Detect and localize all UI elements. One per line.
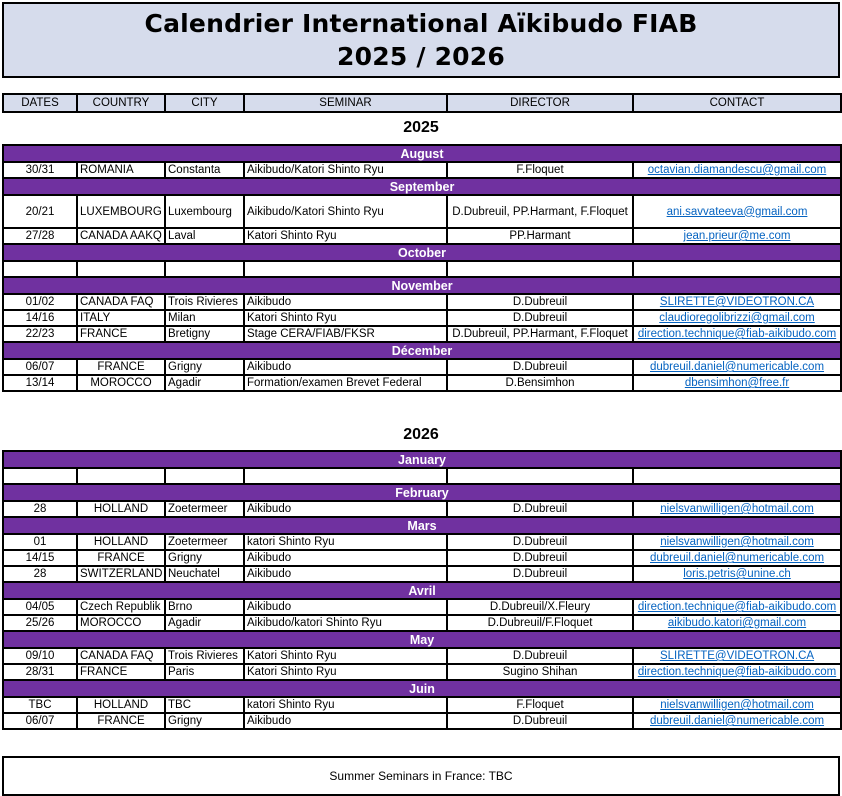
- contact-cell: [633, 326, 841, 342]
- director-cell: D.Dubreuil: [447, 550, 633, 566]
- dates-cell: 28: [3, 501, 77, 517]
- director-cell: D.Dubreuil: [447, 310, 633, 326]
- seminar-cell: Katori Shinto Ryu: [244, 228, 447, 244]
- table-row: [3, 550, 841, 566]
- city-cell: Agadir: [165, 375, 244, 391]
- seminar-cell: Formation/examen Brevet Federal: [244, 375, 447, 391]
- column-header-contact: CONTACT: [633, 94, 841, 112]
- director-cell: D.Dubreuil: [447, 359, 633, 375]
- city-cell: Brno: [165, 599, 244, 615]
- table-row: [3, 468, 841, 484]
- column-header-country: COUNTRY: [77, 94, 165, 112]
- month-label: November: [3, 277, 841, 294]
- table-row: [3, 326, 841, 342]
- country-cell: ROMANIA: [77, 162, 165, 178]
- seminar-cell: katori Shinto Ryu: [244, 534, 447, 550]
- country-cell: CANADA FAQ: [77, 294, 165, 310]
- table-row: [3, 359, 841, 375]
- table-row: [3, 261, 841, 277]
- country-cell: MOROCCO: [77, 615, 165, 631]
- dates-cell: 28: [3, 566, 77, 582]
- seminar-cell: Aikibudo: [244, 294, 447, 310]
- director-cell: D.Dubreuil, PP.Harmant, F.Floquet: [447, 195, 633, 228]
- page-subtitle: 2025 / 2026: [337, 42, 505, 71]
- table-row: [3, 534, 841, 550]
- seminar-cell: katori Shinto Ryu: [244, 697, 447, 713]
- director-cell: D.Dubreuil: [447, 534, 633, 550]
- dates-cell: TBC: [3, 697, 77, 713]
- country-cell: LUXEMBOURG: [77, 195, 165, 228]
- month-label: Décember: [3, 342, 841, 359]
- country-cell: [77, 261, 165, 277]
- column-header-table: [2, 93, 842, 113]
- contact-cell: [633, 162, 841, 178]
- dates-cell: 28/31: [3, 664, 77, 680]
- month-header-row: [3, 631, 841, 648]
- seminar-cell: Aikibudo: [244, 550, 447, 566]
- table-row: [3, 310, 841, 326]
- contact-email-link[interactable]: dubreuil.daniel@numericable.com: [650, 552, 825, 564]
- contact-email-link[interactable]: ani.savvateeva@gmail.com: [666, 205, 808, 218]
- month-header-row: [3, 582, 841, 599]
- country-cell: FRANCE: [77, 359, 165, 375]
- month-label: May: [3, 631, 841, 648]
- director-cell: D.Dubreuil: [447, 713, 633, 729]
- month-label: January: [3, 451, 841, 468]
- column-header-row: [3, 94, 841, 112]
- dates-cell: 20/21: [3, 195, 77, 228]
- contact-email-link[interactable]: dbensimhon@free.fr: [684, 377, 790, 389]
- contact-cell: [633, 359, 841, 375]
- table-row: [3, 294, 841, 310]
- seminar-cell: Aikibudo: [244, 501, 447, 517]
- contact-email-link[interactable]: loris.petris@unine.ch: [683, 568, 791, 580]
- city-cell: Laval: [165, 228, 244, 244]
- column-header-director: DIRECTOR: [447, 94, 633, 112]
- contact-email-link[interactable]: SLIRETTE@VIDEOTRON.CA: [659, 296, 815, 308]
- city-cell: Grigny: [165, 550, 244, 566]
- dates-cell: 30/31: [3, 162, 77, 178]
- contact-email-link[interactable]: octavian.diamandescu@gmail.com: [647, 164, 827, 176]
- country-cell: SWITZERLAND: [77, 566, 165, 582]
- city-cell: Neuchatel: [165, 566, 244, 582]
- city-cell: Zoetermeer: [165, 534, 244, 550]
- contact-cell: [633, 375, 841, 391]
- country-cell: HOLLAND: [77, 534, 165, 550]
- dates-cell: 27/28: [3, 228, 77, 244]
- contact-cell: [633, 599, 841, 615]
- city-cell: Trois Rivieres: [165, 648, 244, 664]
- seminar-cell: Katori Shinto Ryu: [244, 310, 447, 326]
- contact-cell: [633, 566, 841, 582]
- month-label: February: [3, 484, 841, 501]
- city-cell: TBC: [165, 697, 244, 713]
- director-cell: [447, 468, 633, 484]
- month-label: August: [3, 145, 841, 162]
- country-cell: Czech Republik: [77, 599, 165, 615]
- city-cell: Bretigny: [165, 326, 244, 342]
- schedule-table-2025: [2, 144, 842, 392]
- month-header-row: [3, 178, 841, 195]
- country-cell: ITALY: [77, 310, 165, 326]
- month-label: Mars: [3, 517, 841, 534]
- director-cell: F.Floquet: [447, 162, 633, 178]
- contact-cell: [633, 294, 841, 310]
- seminar-cell: Aikibudo: [244, 359, 447, 375]
- city-cell: Constanta: [165, 162, 244, 178]
- table-row: [3, 713, 841, 729]
- dates-cell: 04/05: [3, 599, 77, 615]
- dates-cell: 01/02: [3, 294, 77, 310]
- dates-cell: [3, 468, 77, 484]
- seminar-cell: [244, 468, 447, 484]
- city-cell: Luxembourg: [165, 195, 244, 228]
- column-header-seminar: SEMINAR: [244, 94, 447, 112]
- seminar-cell: Aikibudo/Katori Shinto Ryu: [244, 162, 447, 178]
- table-row: [3, 648, 841, 664]
- director-cell: D.Dubreuil: [447, 648, 633, 664]
- year-heading-2026: 2026: [403, 426, 439, 443]
- month-label: Avril: [3, 582, 841, 599]
- seminar-cell: Aikibudo: [244, 713, 447, 729]
- contact-email-link[interactable]: direction.technique@fiab-aikibudo.com: [637, 666, 837, 678]
- month-header-row: [3, 244, 841, 261]
- contact-email-link[interactable]: direction.technique@fiab-aikibudo.com: [637, 328, 837, 340]
- month-header-row: [3, 277, 841, 294]
- page-title: Calendrier International Aïkibudo FIAB: [144, 9, 698, 38]
- table-row: [3, 162, 841, 178]
- contact-cell: [633, 310, 841, 326]
- country-cell: CANADA AAKQ: [77, 228, 165, 244]
- table-row: [3, 599, 841, 615]
- country-cell: [77, 468, 165, 484]
- seminar-cell: Katori Shinto Ryu: [244, 648, 447, 664]
- contact-cell: [633, 713, 841, 729]
- country-cell: FRANCE: [77, 326, 165, 342]
- dates-cell: 25/26: [3, 615, 77, 631]
- director-cell: D.Dubreuil/F.Floquet: [447, 615, 633, 631]
- dates-cell: 14/15: [3, 550, 77, 566]
- director-cell: D.Dubreuil/X.Fleury: [447, 599, 633, 615]
- seminar-cell: Aikibudo: [244, 599, 447, 615]
- dates-cell: 13/14: [3, 375, 77, 391]
- contact-email-link[interactable]: nielsvanwilligen@hotmail.com: [660, 503, 814, 515]
- dates-cell: 22/23: [3, 326, 77, 342]
- country-cell: FRANCE: [77, 664, 165, 680]
- director-cell: D.Dubreuil: [447, 501, 633, 517]
- director-cell: [447, 261, 633, 277]
- month-label: October: [3, 244, 841, 261]
- contact-email-link[interactable]: dubreuil.daniel@numericable.com: [650, 715, 825, 727]
- table-row: [3, 195, 841, 228]
- column-header-city: CITY: [165, 94, 244, 112]
- footer-note: [2, 756, 840, 796]
- footer-text: Summer Seminars in France: TBC: [329, 769, 513, 783]
- contact-cell: [633, 468, 841, 484]
- table-row: [3, 615, 841, 631]
- dates-cell: 06/07: [3, 713, 77, 729]
- table-row: [3, 375, 841, 391]
- director-cell: D.Bensimhon: [447, 375, 633, 391]
- director-cell: D.Dubreuil: [447, 566, 633, 582]
- contact-email-link[interactable]: jean.prieur@me.com: [683, 230, 791, 242]
- table-row: [3, 664, 841, 680]
- table-row: [3, 566, 841, 582]
- contact-cell: [633, 664, 841, 680]
- dates-cell: 01: [3, 534, 77, 550]
- contact-cell: [633, 615, 841, 631]
- contact-cell: [633, 501, 841, 517]
- contact-cell: [633, 195, 841, 228]
- dates-cell: 06/07: [3, 359, 77, 375]
- city-cell: Paris: [165, 664, 244, 680]
- table-row: [3, 228, 841, 244]
- schedule-table-2026: [2, 450, 842, 730]
- month-header-row: [3, 145, 841, 162]
- contact-email-link[interactable]: SLIRETTE@VIDEOTRON.CA: [659, 650, 815, 662]
- city-cell: Milan: [165, 310, 244, 326]
- contact-cell: [633, 648, 841, 664]
- contact-cell: [633, 228, 841, 244]
- city-cell: Grigny: [165, 713, 244, 729]
- seminar-cell: Stage CERA/FIAB/FKSR: [244, 326, 447, 342]
- seminar-cell: Aikibudo/Katori Shinto Ryu: [244, 195, 447, 228]
- city-cell: [165, 261, 244, 277]
- contact-email-link[interactable]: dubreuil.daniel@numericable.com: [649, 361, 825, 373]
- seminar-cell: Katori Shinto Ryu: [244, 664, 447, 680]
- contact-cell: [633, 261, 841, 277]
- month-header-row: [3, 680, 841, 697]
- city-cell: [165, 468, 244, 484]
- seminar-cell: [244, 261, 447, 277]
- dates-cell: 14/16: [3, 310, 77, 326]
- city-cell: Agadir: [165, 615, 244, 631]
- month-header-row: [3, 451, 841, 468]
- seminar-cell: Aikibudo/katori Shinto Ryu: [244, 615, 447, 631]
- director-cell: Sugino Shihan: [447, 664, 633, 680]
- dates-cell: [3, 261, 77, 277]
- contact-email-link[interactable]: direction.technique@fiab-aikibudo.com: [637, 601, 837, 613]
- contact-cell: [633, 697, 841, 713]
- contact-cell: [633, 534, 841, 550]
- director-cell: F.Floquet: [447, 697, 633, 713]
- contact-cell: [633, 550, 841, 566]
- month-header-row: [3, 484, 841, 501]
- month-header-row: [3, 342, 841, 359]
- table-row: [3, 501, 841, 517]
- director-cell: PP.Harmant: [447, 228, 633, 244]
- country-cell: HOLLAND: [77, 501, 165, 517]
- year-heading-2025: 2025: [403, 119, 439, 136]
- country-cell: MOROCCO: [77, 375, 165, 391]
- month-label: Juin: [3, 680, 841, 697]
- country-cell: HOLLAND: [77, 697, 165, 713]
- country-cell: CANADA FAQ: [77, 648, 165, 664]
- country-cell: FRANCE: [77, 713, 165, 729]
- country-cell: FRANCE: [77, 550, 165, 566]
- director-cell: D.Dubreuil, PP.Harmant, F.Floquet: [447, 326, 633, 342]
- city-cell: Trois Rivieres: [165, 294, 244, 310]
- seminar-cell: Aikibudo: [244, 566, 447, 582]
- contact-email-link[interactable]: claudioregolibrizzi@gmail.com: [659, 312, 815, 324]
- dates-cell: 09/10: [3, 648, 77, 664]
- column-header-dates: DATES: [3, 94, 77, 112]
- contact-email-link[interactable]: aikibudo.katori@gmail.com: [667, 617, 807, 629]
- month-header-row: [3, 517, 841, 534]
- director-cell: D.Dubreuil: [447, 294, 633, 310]
- title-banner: [2, 2, 840, 78]
- city-cell: Zoetermeer: [165, 501, 244, 517]
- contact-email-link[interactable]: nielsvanwilligen@hotmail.com: [660, 699, 814, 711]
- city-cell: Grigny: [165, 359, 244, 375]
- month-label: September: [3, 178, 841, 195]
- table-row: [3, 697, 841, 713]
- contact-email-link[interactable]: nielsvanwilligen@hotmail.com: [660, 536, 814, 548]
